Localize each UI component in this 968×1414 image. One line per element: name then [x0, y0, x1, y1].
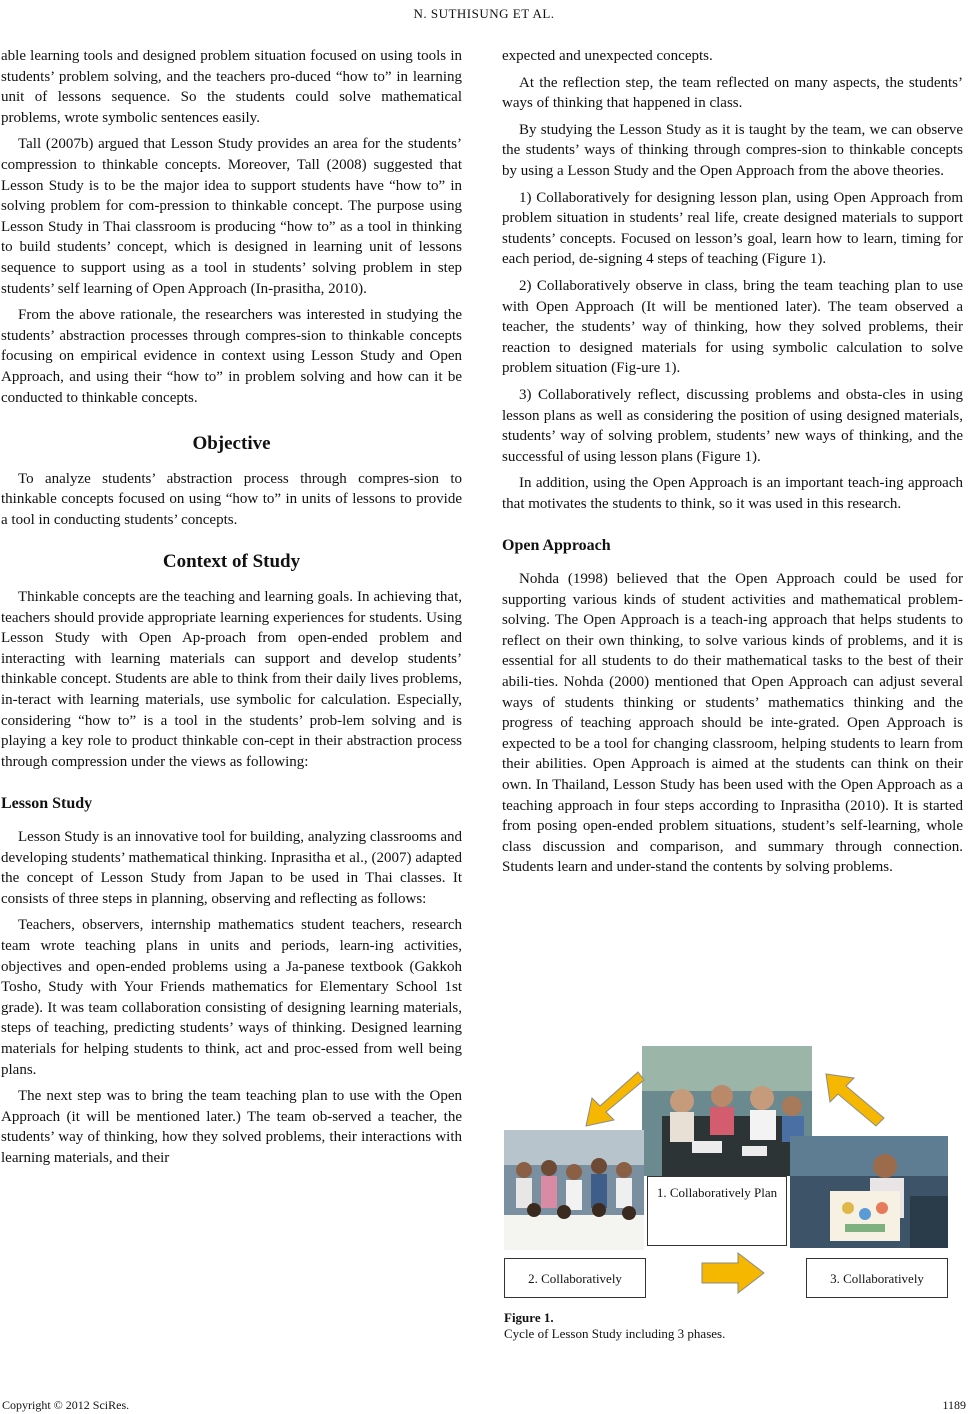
- label-plan: 1. Collaboratively Plan: [656, 1185, 778, 1200]
- figure-caption-title: Figure 1.: [504, 1310, 554, 1325]
- right-column: [502, 46, 963, 884]
- paragraph: expected and unexpected concepts.: [502, 48, 713, 64]
- paragraph: Thinkable concepts are the teaching and learning goals. In achieving that, teachers should provide appropriate learning experiences for students. Using Lesson Study with Open Ap-proach from open-ended problem and interacting with learning materials can support and develop students’ thinkable concept. Students are able to think from their daily lives problems, in-teract with learning materials, use symbolic for calculation. Especially, considering “how to” is a tool in the students’ prob-lem solving and is playing a key role to product thinkable con-cept in their abstraction process through compression under the views as following:: [1, 589, 462, 770]
- paragraph: 1) Collaboratively for designing lesson plan, using Open Approach from problem situation in students’ real life, create designed materials to support students’ concepts. Focused on lesson’s goal, learn how to learn, timing for each period, de-signing 4 steps of teaching (Figure 1).: [502, 189, 963, 268]
- photo-planning: [642, 1046, 812, 1176]
- subsection-heading-open-approach: Open Approach: [502, 537, 611, 555]
- box-collaboratively-observe: [504, 1258, 646, 1298]
- section-heading-objective: Objective: [192, 433, 271, 455]
- arrow-icon-up-left: [822, 1068, 886, 1132]
- paragraph: Nohda (1998) believed that the Open Approach could be used for supporting various kinds of student activities and mathematical problem-solving. The Open Approach is a teach-ing approach that helps students to reflect on their own thinking, to solve various kinds of problems, and it is essential for all students to do their mathematical tasks to the best of their abili-ties. Nohda (2000) mentioned that Open Approach can adjust several ways of students thinking or students’ mathematics thinking and the progress of teaching approach should be inte-grated. Open Approach is expected to be a tool for changing classroom, helping students to learn from their abilities. Open Approach is aimed at the students can think on their own. In Thailand, Lesson Study has been used with the Open Approach as a teaching approach in four steps according to Inprasitha (2010). It is started from posing open-ended problem situations, student’s self-learning, whole class discussion and comparison, and summary through connection. Students learn and under-stand the contents by solving problems.: [502, 571, 963, 876]
- paragraph: The next step was to bring the team teaching plan to use with the Open Approach (it will be mentioned later.) The team ob-served a teacher, the students’ way of thinking, how they solved problems, their interactions with learning materials, and their: [1, 1088, 462, 1166]
- paragraph: By studying the Lesson Study as it is taught by the team, we can observe the students’ ways of thinking through compres-sion to thinkable concepts by using a Lesson Study and the Open Approach from the above theories.: [502, 121, 963, 179]
- left-column: [1, 46, 462, 1175]
- paragraph: 2) Collaboratively observe in class, bring the team teaching plan to use with Open Approach (It will be mentioned later). The team observed a teacher, the students’ way of thinking, how they solved problems, their reaction to designed materials for using symbolic calculation to solve problem situation (Fig-ure 1).: [502, 277, 963, 377]
- box-collaboratively-plan: [647, 1176, 787, 1246]
- box-collaboratively-reflect: [806, 1258, 948, 1298]
- paragraph: From the above rationale, the researchers was interested in studying the students’ abstraction processes through compres-sion to thinkable concepts focusing on empirical evidence in context using Lesson Study and Open Approach, and using their “how to” in problem solving and how can it be conducted to thinkable concepts.: [1, 307, 462, 406]
- running-head: N. SUTHISUNG ET AL.: [413, 6, 555, 21]
- arrow-icon-down-left: [582, 1066, 646, 1130]
- photo-observing: [504, 1130, 644, 1250]
- paragraph: able learning tools and designed problem situation focused on using tools in students’ problem solving, and the teachers pro-duced “how to” in learning unit of lessons sequence. So the students could solve mathematical problems, wrote symbolic sentences easily.: [1, 48, 462, 126]
- subsection-heading-lesson-study: Lesson Study: [1, 795, 93, 813]
- label-reflect: 3. Collaboratively: [830, 1271, 924, 1286]
- paragraph: At the reflection step, the team reflected on many aspects, the students’ ways of thinking that happened in class.: [502, 74, 963, 112]
- photo-reflecting: [790, 1136, 948, 1248]
- page-number: 1189: [942, 1398, 966, 1412]
- label-observe: 2. Collaboratively: [528, 1271, 622, 1286]
- figure-lesson-study-cycle: [504, 1046, 964, 1302]
- paragraph: In addition, using the Open Approach is an important teach-ing approach that motivates the students to think, so it was used in this research.: [502, 475, 963, 512]
- arrow-icon-right: [700, 1251, 766, 1295]
- paragraph: To analyze students’ abstraction process through compres-sion to thinkable concepts focused on using “how to” in units of lessons to provide a tool in conducting students’ concepts.: [1, 470, 462, 528]
- paragraph: Teachers, observers, internship mathematics student teachers, research team wrote teaching plans in units and periods, learn-ing activities, objectives and open-ended problems using a Ja-panese textbook (Gakkoh Tosho, Study with Your Friends mathematics for Elementary School 1st grade). It was team collaboration consisting of designing learning materials, steps of teaching, predicting students’ ways of thinking. Designed learning materials for helping students to think, act and proc-essed from well being plans.: [1, 917, 462, 1078]
- footer-copyright: Copyright © 2012 SciRes.: [2, 1398, 130, 1412]
- paragraph: 3) Collaboratively reflect, discussing problems and obsta-cles in using lesson plans as well as considering the position of using designed materials, students’ way of solving problem, students’ new ways of thinking, and the successful of using lesson plans (Figure 1).: [502, 386, 963, 465]
- figure-caption-text: Cycle of Lesson Study including 3 phases.: [504, 1326, 726, 1341]
- paragraph: Lesson Study is an innovative tool for building, analyzing classrooms and developing students’ mathematical thinking. Inprasitha et al., (2007) adapted the concept of Lesson Study from Japan to be used in Thai classes. It consists of three steps in planning, observing and reflecting as follows:: [1, 829, 462, 907]
- section-heading-context: Context of Study: [162, 551, 301, 573]
- paragraph: Tall (2007b) argued that Lesson Study provides an area for the students’ compression to thinkable concepts. Moreover, Tall (2008) suggested that Lesson Study is to be the major idea to support students have “how to” in solving problem for com-pression to thinkable concept. The purpose using Lesson Study in Thai classroom is producing “how to” as a tool in thinking to build students’ concept, which is designed in learning unit of lessons sequence to support using as a tool in students’ solving problem in step students’ self learning of Open Approach (In-prasitha, 2010).: [1, 136, 462, 297]
